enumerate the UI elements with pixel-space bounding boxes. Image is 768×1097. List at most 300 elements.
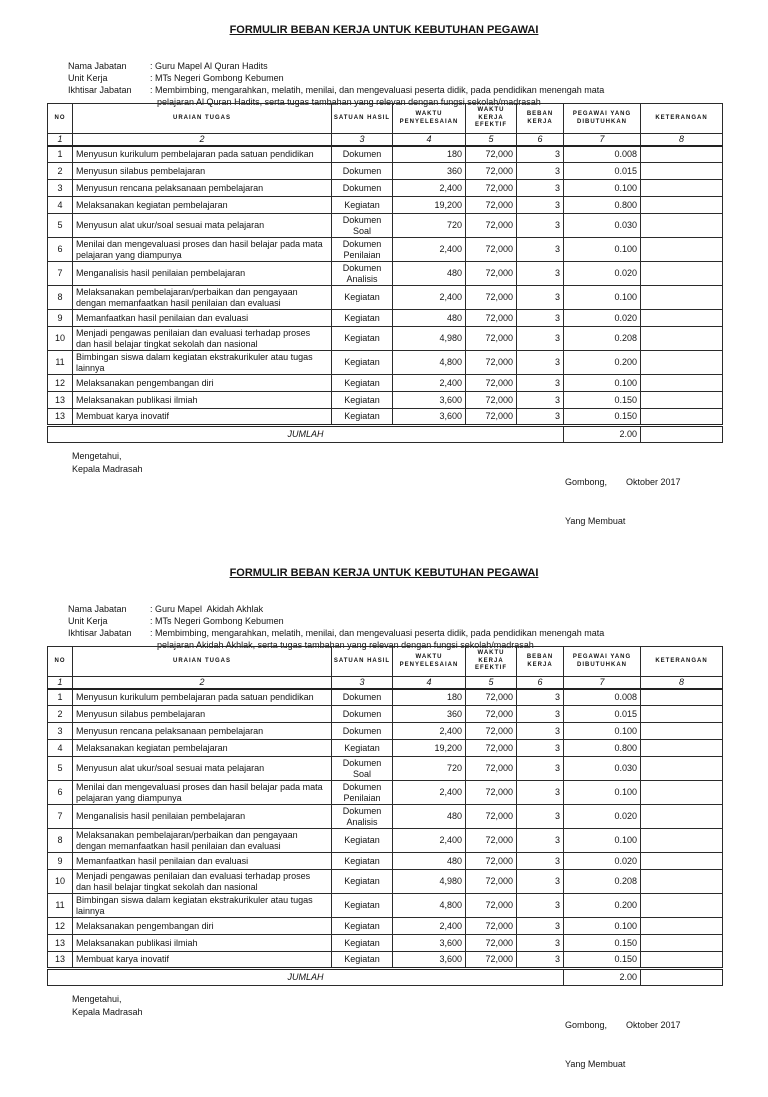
place-date-line — [565, 476, 681, 489]
col-header-task-description: URAIAN TUGAS — [73, 647, 332, 677]
task-number: 1 — [48, 146, 73, 163]
employees-needed: 0.100 — [564, 238, 641, 262]
task-number: 6 — [48, 781, 73, 805]
workload-table — [47, 646, 723, 986]
task-number: 8 — [48, 286, 73, 310]
output-unit: Dokumen Soal — [332, 214, 393, 238]
total-row — [48, 426, 723, 443]
workload-form-2 — [0, 543, 768, 1069]
task-number: 9 — [48, 310, 73, 327]
task-row — [48, 238, 723, 262]
col-header-output-unit: SATUAN HASIL — [332, 647, 393, 677]
completion-time: 360 — [393, 706, 466, 723]
notes-cell — [641, 829, 723, 853]
task-description: Memanfaatkan hasil penilaian dan evaluasi — [73, 310, 332, 327]
completion-time: 480 — [393, 262, 466, 286]
workload: 3 — [517, 918, 564, 935]
workload: 3 — [517, 310, 564, 327]
notes-cell — [641, 723, 723, 740]
task-rows — [48, 146, 723, 426]
table-foot — [48, 969, 723, 986]
task-row — [48, 870, 723, 894]
total-notes-cell — [641, 426, 723, 443]
output-unit: Kegiatan — [332, 197, 393, 214]
notes-cell — [641, 740, 723, 757]
task-description: Melaksanakan kegiatan pembelajaran — [73, 197, 332, 214]
task-number: 12 — [48, 918, 73, 935]
notes-cell — [641, 375, 723, 392]
task-description: Menyusun kurikulum pembelajaran pada satuan pendidikan — [73, 146, 332, 163]
output-unit: Dokumen Penilaian — [332, 238, 393, 262]
effective-work-time: 72,000 — [466, 146, 517, 163]
workload: 3 — [517, 351, 564, 375]
workload: 3 — [517, 327, 564, 351]
employees-needed: 0.015 — [564, 163, 641, 180]
task-row — [48, 918, 723, 935]
employees-needed: 0.020 — [564, 853, 641, 870]
form-title: FORMULIR BEBAN KERJA UNTUK KEBUTUHAN PEGAWAI — [229, 24, 539, 36]
completion-time: 4,800 — [393, 351, 466, 375]
maker-title: Yang Membuat — [565, 516, 626, 526]
job-title-value: : Guru Mapel Al Quran Hadits — [150, 61, 268, 71]
table-header-row — [48, 104, 723, 134]
workload: 3 — [517, 805, 564, 829]
work-unit-label: Unit Kerja — [68, 616, 108, 626]
effective-work-time: 72,000 — [466, 706, 517, 723]
notes-cell — [641, 197, 723, 214]
task-number: 13 — [48, 935, 73, 952]
col-header-no: NO — [48, 647, 73, 677]
workload: 3 — [517, 163, 564, 180]
employees-needed: 0.100 — [564, 781, 641, 805]
job-summary-continuation: pelajaran Al Quran Hadits, serta tugas tambahan yang relevan dengan fungsi sekolah/madrasah — [157, 97, 541, 107]
output-unit: Kegiatan — [332, 870, 393, 894]
completion-time: 19,200 — [393, 740, 466, 757]
task-number: 1 — [48, 689, 73, 706]
task-number: 7 — [48, 262, 73, 286]
employees-needed: 0.020 — [564, 262, 641, 286]
workload: 3 — [517, 781, 564, 805]
completion-time: 2,400 — [393, 829, 466, 853]
task-description: Menjadi pengawas penilaian dan evaluasi terhadap proses dan hasil belajar tingkat sekolah dan nasional — [73, 870, 332, 894]
completion-time: 480 — [393, 805, 466, 829]
effective-work-time: 72,000 — [466, 375, 517, 392]
completion-time: 360 — [393, 163, 466, 180]
total-label: JUMLAH — [48, 426, 564, 443]
task-description: Menyusun silabus pembelajaran — [73, 163, 332, 180]
col-number-1: 1 — [48, 677, 73, 689]
task-description: Menyusun alat ukur/soal sesuai mata pelajaran — [73, 214, 332, 238]
employees-needed: 0.800 — [564, 197, 641, 214]
task-description: Melaksanakan pembelajaran/perbaikan dan pengayaan dengan memanfaatkan hasil penilaian dan evaluasi — [73, 286, 332, 310]
workload: 3 — [517, 894, 564, 918]
task-number: 3 — [48, 723, 73, 740]
completion-time: 480 — [393, 310, 466, 327]
output-unit: Kegiatan — [332, 409, 393, 426]
task-description: Memanfaatkan hasil penilaian dan evaluasi — [73, 853, 332, 870]
task-number: 9 — [48, 853, 73, 870]
task-number: 5 — [48, 214, 73, 238]
work-unit-value: : MTs Negeri Gombong Kebumen — [150, 73, 284, 83]
output-unit: Dokumen — [332, 180, 393, 197]
output-unit: Kegiatan — [332, 740, 393, 757]
notes-cell — [641, 392, 723, 409]
col-header-no: NO — [48, 104, 73, 134]
notes-cell — [641, 310, 723, 327]
task-number: 5 — [48, 757, 73, 781]
col-header-notes: KETERANGAN — [641, 647, 723, 677]
completion-time: 4,980 — [393, 327, 466, 351]
task-row — [48, 163, 723, 180]
task-row — [48, 351, 723, 375]
job-title-line — [48, 48, 604, 71]
col-number-7: 7 — [564, 134, 641, 146]
effective-work-time: 72,000 — [466, 238, 517, 262]
output-unit: Kegiatan — [332, 853, 393, 870]
task-number: 12 — [48, 375, 73, 392]
col-header-workload: BEBAN KERJA — [517, 647, 564, 677]
table-head — [48, 104, 723, 146]
completion-time: 3,600 — [393, 935, 466, 952]
workload: 3 — [517, 409, 564, 426]
effective-work-time: 72,000 — [466, 286, 517, 310]
work-unit-label: Unit Kerja — [68, 73, 108, 83]
col-header-effective-work-time: WAKTU KERJA EFEKTIF — [466, 104, 517, 134]
task-row — [48, 262, 723, 286]
task-row — [48, 740, 723, 757]
effective-work-time: 72,000 — [466, 262, 517, 286]
employees-needed: 0.150 — [564, 392, 641, 409]
completion-time: 3,600 — [393, 952, 466, 969]
effective-work-time: 72,000 — [466, 214, 517, 238]
employees-needed: 0.150 — [564, 952, 641, 969]
output-unit: Dokumen Penilaian — [332, 781, 393, 805]
notes-cell — [641, 286, 723, 310]
col-number-4: 4 — [393, 677, 466, 689]
approval-block — [72, 450, 143, 476]
completion-time: 180 — [393, 146, 466, 163]
workload: 3 — [517, 238, 564, 262]
task-number: 11 — [48, 894, 73, 918]
effective-work-time: 72,000 — [466, 870, 517, 894]
completion-time: 480 — [393, 853, 466, 870]
col-number-6: 6 — [517, 677, 564, 689]
task-description: Menilai dan mengevaluasi proses dan hasil belajar pada mata pelajaran yang diampunya — [73, 238, 332, 262]
completion-time: 2,400 — [393, 781, 466, 805]
task-row — [48, 706, 723, 723]
head-title: Kepala Madrasah — [72, 464, 143, 474]
task-number: 2 — [48, 163, 73, 180]
notes-cell — [641, 952, 723, 969]
employees-needed: 0.100 — [564, 723, 641, 740]
employees-needed: 0.200 — [564, 351, 641, 375]
task-number: 10 — [48, 870, 73, 894]
effective-work-time: 72,000 — [466, 757, 517, 781]
place-text: Gombong, — [565, 477, 608, 487]
workload: 3 — [517, 870, 564, 894]
task-row — [48, 935, 723, 952]
task-description: Melaksanakan pengembangan diri — [73, 375, 332, 392]
task-description: Menyusun rencana pelaksanaan pembelajaran — [73, 723, 332, 740]
task-row — [48, 805, 723, 829]
total-notes-cell — [641, 969, 723, 986]
acknowledged-text: Mengetahui, — [72, 451, 122, 461]
notes-cell — [641, 163, 723, 180]
task-description: Menyusun silabus pembelajaran — [73, 706, 332, 723]
task-description: Melaksanakan pembelajaran/perbaikan dan pengayaan dengan memanfaatkan hasil penilaian dan evaluasi — [73, 829, 332, 853]
task-row — [48, 853, 723, 870]
col-number-8: 8 — [641, 134, 723, 146]
workload: 3 — [517, 723, 564, 740]
task-description: Melaksanakan pengembangan diri — [73, 918, 332, 935]
completion-time: 3,600 — [393, 392, 466, 409]
employees-needed: 0.150 — [564, 935, 641, 952]
output-unit: Kegiatan — [332, 935, 393, 952]
completion-time: 4,980 — [393, 870, 466, 894]
task-number: 4 — [48, 197, 73, 214]
column-number-row — [48, 134, 723, 146]
effective-work-time: 72,000 — [466, 310, 517, 327]
output-unit: Kegiatan — [332, 375, 393, 392]
employees-needed: 0.150 — [564, 409, 641, 426]
task-description: Menganalisis hasil penilaian pembelajaran — [73, 262, 332, 286]
notes-cell — [641, 262, 723, 286]
completion-time: 4,800 — [393, 894, 466, 918]
effective-work-time: 72,000 — [466, 805, 517, 829]
employees-needed: 0.208 — [564, 870, 641, 894]
task-number: 3 — [48, 180, 73, 197]
task-row — [48, 375, 723, 392]
completion-time: 720 — [393, 214, 466, 238]
total-employees-needed: 2.00 — [564, 969, 641, 986]
task-row — [48, 197, 723, 214]
workload: 3 — [517, 375, 564, 392]
notes-cell — [641, 214, 723, 238]
completion-time: 3,600 — [393, 409, 466, 426]
task-number: 10 — [48, 327, 73, 351]
job-summary-value: : Membimbing, mengarahkan, melatih, menilai, dan mengevaluasi peserta didik, pada pendidikan menengah mata — [150, 628, 605, 638]
task-row — [48, 327, 723, 351]
workload: 3 — [517, 146, 564, 163]
employees-needed: 0.200 — [564, 894, 641, 918]
col-number-5: 5 — [466, 134, 517, 146]
employees-needed: 0.100 — [564, 286, 641, 310]
notes-cell — [641, 805, 723, 829]
col-header-notes: KETERANGAN — [641, 104, 723, 134]
task-number: 13 — [48, 409, 73, 426]
task-row — [48, 392, 723, 409]
notes-cell — [641, 327, 723, 351]
task-row — [48, 781, 723, 805]
col-header-completion-time: WAKTU PENYELESAIAN — [393, 647, 466, 677]
effective-work-time: 72,000 — [466, 197, 517, 214]
output-unit: Kegiatan — [332, 351, 393, 375]
effective-work-time: 72,000 — [466, 180, 517, 197]
effective-work-time: 72,000 — [466, 952, 517, 969]
work-unit-value: : MTs Negeri Gombong Kebumen — [150, 616, 284, 626]
output-unit: Kegiatan — [332, 286, 393, 310]
table-foot — [48, 426, 723, 443]
col-number-2: 2 — [73, 134, 332, 146]
col-header-employees-needed: PEGAWAI YANG DIBUTUHKAN — [564, 647, 641, 677]
task-description: Membuat karya inovatif — [73, 952, 332, 969]
output-unit: Kegiatan — [332, 894, 393, 918]
task-row — [48, 214, 723, 238]
employees-needed: 0.015 — [564, 706, 641, 723]
task-number: 13 — [48, 392, 73, 409]
task-number: 2 — [48, 706, 73, 723]
task-number: 7 — [48, 805, 73, 829]
total-row — [48, 969, 723, 986]
employees-needed: 0.100 — [564, 829, 641, 853]
employees-needed: 0.020 — [564, 310, 641, 327]
output-unit: Dokumen — [332, 706, 393, 723]
col-number-1: 1 — [48, 134, 73, 146]
notes-cell — [641, 781, 723, 805]
col-number-8: 8 — [641, 677, 723, 689]
effective-work-time: 72,000 — [466, 409, 517, 426]
employees-needed: 0.100 — [564, 180, 641, 197]
notes-cell — [641, 894, 723, 918]
job-title-line — [48, 591, 604, 614]
task-row — [48, 757, 723, 781]
completion-time: 180 — [393, 689, 466, 706]
col-number-5: 5 — [466, 677, 517, 689]
total-label: JUMLAH — [48, 969, 564, 986]
job-title-label: Nama Jabatan — [68, 61, 127, 71]
effective-work-time: 72,000 — [466, 781, 517, 805]
job-title-label: Nama Jabatan — [68, 604, 127, 614]
output-unit: Kegiatan — [332, 952, 393, 969]
notes-cell — [641, 689, 723, 706]
output-unit: Dokumen Analisis — [332, 262, 393, 286]
col-header-employees-needed: PEGAWAI YANG DIBUTUHKAN — [564, 104, 641, 134]
effective-work-time: 72,000 — [466, 829, 517, 853]
job-summary-continuation: pelajaran Akidah Akhlak, serta tugas tambahan yang relevan dengan fungsi sekolah/madrasah — [157, 640, 534, 650]
job-summary-value: : Membimbing, mengarahkan, melatih, menilai, dan mengevaluasi peserta didik, pada pendidikan menengah mata — [150, 85, 605, 95]
completion-time: 2,400 — [393, 238, 466, 262]
table-head — [48, 647, 723, 689]
completion-time: 2,400 — [393, 375, 466, 392]
output-unit: Dokumen Soal — [332, 757, 393, 781]
acknowledged-text: Mengetahui, — [72, 994, 122, 1004]
task-rows — [48, 689, 723, 969]
column-number-row — [48, 677, 723, 689]
notes-cell — [641, 146, 723, 163]
notes-cell — [641, 870, 723, 894]
effective-work-time: 72,000 — [466, 740, 517, 757]
notes-cell — [641, 757, 723, 781]
task-row — [48, 829, 723, 853]
employees-needed: 0.100 — [564, 375, 641, 392]
col-number-6: 6 — [517, 134, 564, 146]
col-number-7: 7 — [564, 677, 641, 689]
output-unit: Dokumen Analisis — [332, 805, 393, 829]
col-header-workload: BEBAN KERJA — [517, 104, 564, 134]
col-number-4: 4 — [393, 134, 466, 146]
completion-time: 720 — [393, 757, 466, 781]
workload: 3 — [517, 286, 564, 310]
col-header-task-description: URAIAN TUGAS — [73, 104, 332, 134]
completion-time: 2,400 — [393, 180, 466, 197]
workload: 3 — [517, 214, 564, 238]
task-description: Menyusun alat ukur/soal sesuai mata pelajaran — [73, 757, 332, 781]
workload: 3 — [517, 740, 564, 757]
notes-cell — [641, 409, 723, 426]
col-number-3: 3 — [332, 134, 393, 146]
task-row — [48, 723, 723, 740]
col-header-completion-time: WAKTU PENYELESAIAN — [393, 104, 466, 134]
output-unit: Kegiatan — [332, 918, 393, 935]
task-row — [48, 146, 723, 163]
task-description: Menganalisis hasil penilaian pembelajaran — [73, 805, 332, 829]
workload: 3 — [517, 689, 564, 706]
task-row — [48, 409, 723, 426]
completion-time: 2,400 — [393, 286, 466, 310]
output-unit: Dokumen — [332, 163, 393, 180]
workload: 3 — [517, 757, 564, 781]
workload: 3 — [517, 853, 564, 870]
place-date-line — [565, 1019, 681, 1032]
employees-needed: 0.208 — [564, 327, 641, 351]
employees-needed: 0.800 — [564, 740, 641, 757]
task-description: Bimbingan siswa dalam kegiatan ekstrakurikuler atau tugas lainnya — [73, 894, 332, 918]
task-row — [48, 952, 723, 969]
col-number-2: 2 — [73, 677, 332, 689]
output-unit: Kegiatan — [332, 327, 393, 351]
effective-work-time: 72,000 — [466, 935, 517, 952]
effective-work-time: 72,000 — [466, 327, 517, 351]
notes-cell — [641, 351, 723, 375]
head-title: Kepala Madrasah — [72, 1007, 143, 1017]
task-description: Menyusun rencana pelaksanaan pembelajaran — [73, 180, 332, 197]
task-number: 6 — [48, 238, 73, 262]
task-number: 8 — [48, 829, 73, 853]
workload: 3 — [517, 706, 564, 723]
effective-work-time: 72,000 — [466, 689, 517, 706]
maker-block — [565, 450, 681, 554]
notes-cell — [641, 853, 723, 870]
task-number: 4 — [48, 740, 73, 757]
notes-cell — [641, 180, 723, 197]
job-title-value: : Guru Mapel Akidah Akhlak — [150, 604, 264, 614]
maker-title: Yang Membuat — [565, 1059, 626, 1069]
task-description: Melaksanakan publikasi ilmiah — [73, 392, 332, 409]
employees-needed: 0.020 — [564, 805, 641, 829]
task-row — [48, 286, 723, 310]
task-number: 11 — [48, 351, 73, 375]
task-row — [48, 180, 723, 197]
employees-needed: 0.030 — [564, 214, 641, 238]
approval-block — [72, 993, 143, 1019]
place-text: Gombong, — [565, 1020, 608, 1030]
task-description: Menyusun kurikulum pembelajaran pada satuan pendidikan — [73, 689, 332, 706]
workload: 3 — [517, 180, 564, 197]
notes-cell — [641, 238, 723, 262]
employees-needed: 0.008 — [564, 146, 641, 163]
notes-cell — [641, 706, 723, 723]
output-unit: Kegiatan — [332, 829, 393, 853]
output-unit: Kegiatan — [332, 310, 393, 327]
workload: 3 — [517, 952, 564, 969]
task-row — [48, 894, 723, 918]
employees-needed: 0.008 — [564, 689, 641, 706]
total-employees-needed: 2.00 — [564, 426, 641, 443]
job-info — [48, 591, 605, 650]
job-summary-label: Ikhtisar Jabatan — [68, 628, 132, 638]
date-text: Oktober 2017 — [626, 477, 681, 487]
output-unit: Kegiatan — [332, 392, 393, 409]
